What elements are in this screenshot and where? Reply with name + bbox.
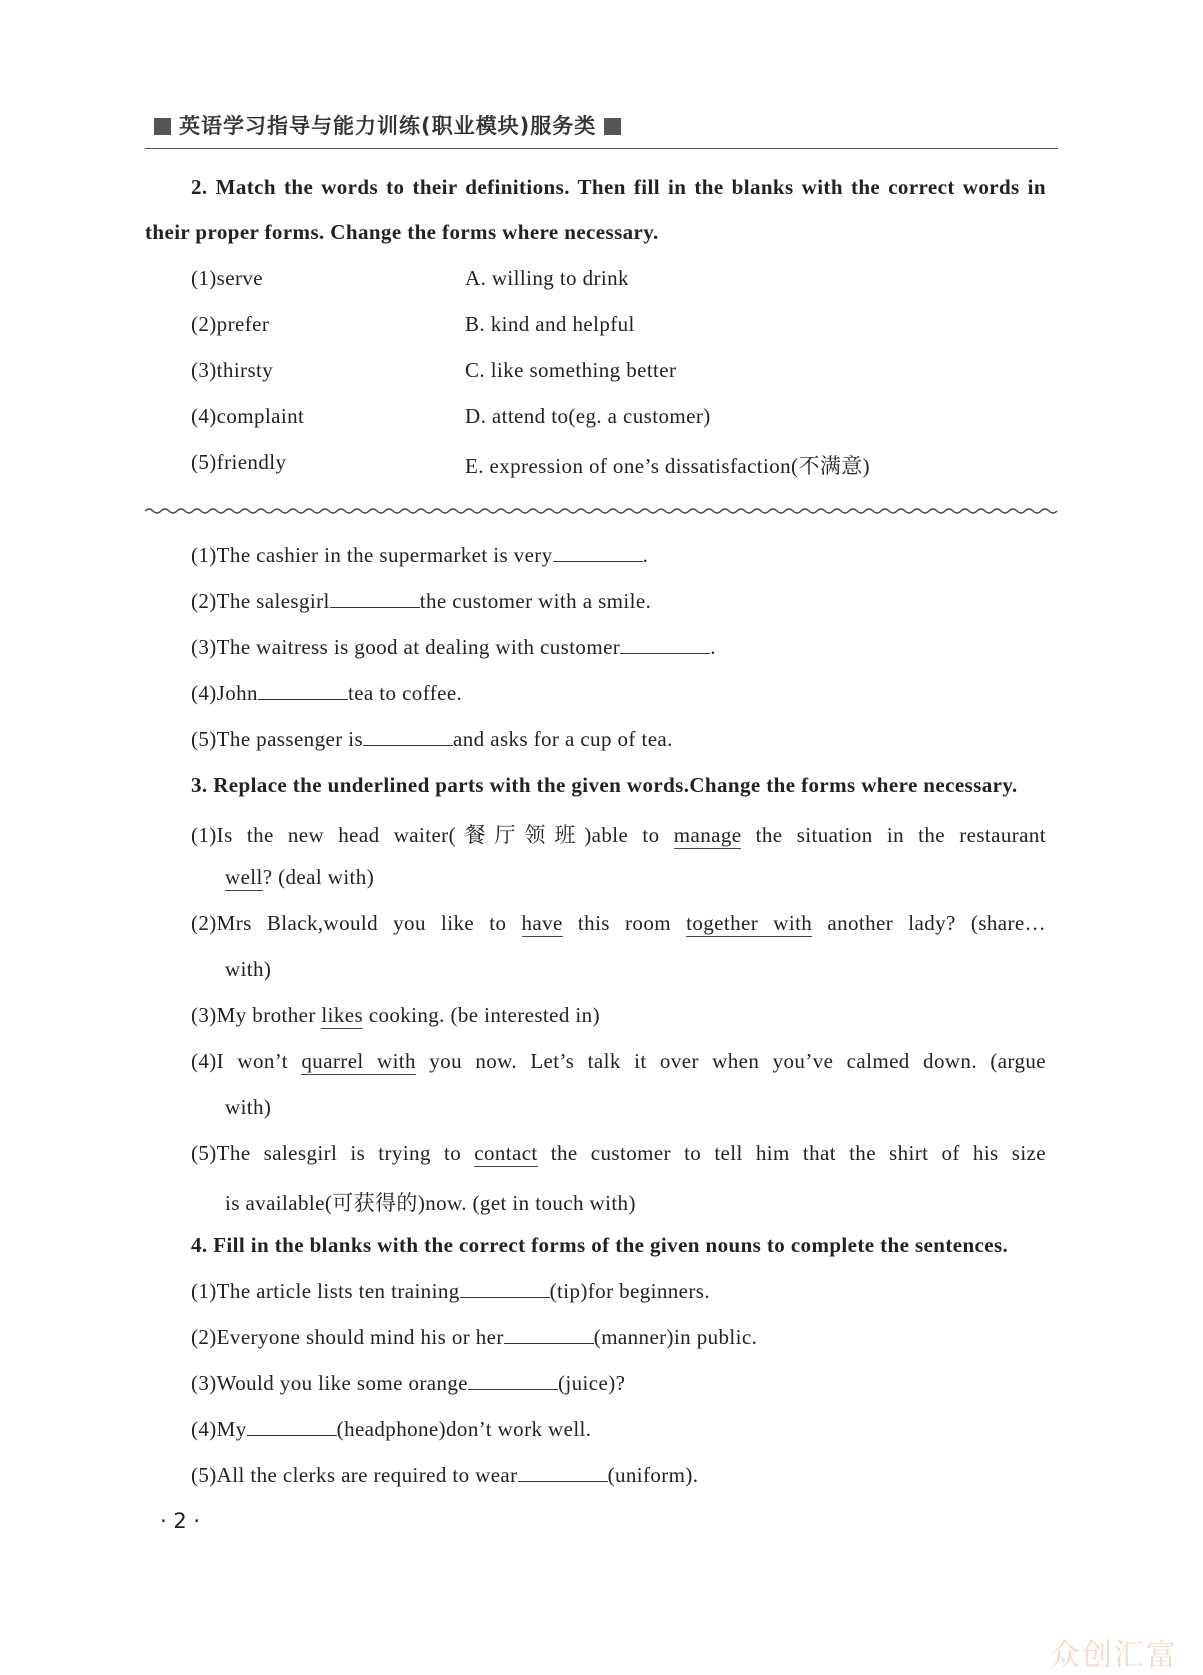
fill-sentence: (1)The cashier in the supermarket is very . — [191, 543, 649, 567]
match-definition: A. willing to drink — [465, 266, 629, 290]
section4-instruction: 4. Fill in the blanks with the correct forms of the given nouns to complete the sentences. — [191, 1233, 1009, 1257]
answer-blank[interactable] — [460, 1279, 550, 1298]
book-title: 英语学习指导与能力训练(职业模块)服务类 — [179, 114, 597, 138]
section3-instruction: 3. Replace the underlined parts with the given words.Change the forms where necessary. — [191, 773, 1018, 797]
replace-question-cont: with) — [225, 957, 272, 981]
match-definition: C. like something better — [465, 358, 677, 382]
replace-question: (3)My brother likes cooking. (be interested in) — [191, 1003, 600, 1027]
answer-blank[interactable] — [247, 1417, 337, 1436]
fill-sentence: (3)The waitress is good at dealing with customer . — [191, 635, 716, 659]
match-word: (3)thirsty — [191, 358, 274, 382]
replace-question: (1)Is the new head waiter(餐厅领班)able to manage the situation in the restaurant — [191, 823, 1046, 847]
fill-sentence: (4)John tea to coffee. — [191, 681, 463, 705]
wavy-divider — [145, 505, 1058, 517]
header-rule — [145, 148, 1058, 149]
replace-question-cont: well? (deal with) — [225, 865, 375, 889]
underlined-word: manage — [673, 823, 742, 847]
replace-question-cont: is available(可获得的)now. (get in touch with) — [225, 1191, 636, 1215]
replace-question: (2)Mrs Black,would you like to have this room together with another lady? (share… — [191, 911, 1046, 935]
underlined-word: quarrel with — [301, 1049, 416, 1073]
noun-question: (2)Everyone should mind his or her (manner)in public. — [191, 1325, 758, 1349]
noun-question: (4)My (headphone)don’t work well. — [191, 1417, 592, 1441]
square-bullet-icon — [154, 118, 171, 135]
underlined-word: well — [225, 865, 263, 889]
section2-instruction-cont: their proper forms. Change the forms where necessary. — [145, 220, 659, 244]
underlined-word: likes — [321, 1003, 364, 1027]
answer-blank[interactable] — [330, 589, 420, 608]
match-definition: B. kind and helpful — [465, 312, 635, 336]
match-word: (5)friendly — [191, 450, 287, 474]
running-header — [146, 110, 629, 140]
replace-question-cont: with) — [225, 1095, 272, 1119]
match-definition: D. attend to(eg. a customer) — [465, 404, 711, 428]
replace-question: (4)I won’t quarrel with you now. Let’s talk it over when you’ve calmed down. (argue — [191, 1049, 1046, 1073]
match-word: (2)prefer — [191, 312, 270, 336]
answer-blank[interactable] — [468, 1371, 558, 1390]
noun-question: (3)Would you like some orange (juice)? — [191, 1371, 626, 1395]
answer-blank[interactable] — [518, 1463, 608, 1482]
fill-sentence: (5)The passenger is and asks for a cup of tea. — [191, 727, 673, 751]
page-number: · 2 · — [160, 1509, 201, 1533]
answer-blank[interactable] — [258, 681, 348, 700]
match-word: (4)complaint — [191, 404, 305, 428]
match-definition: E. expression of one’s dissatisfaction(不满意) — [465, 454, 871, 478]
underlined-word: have — [521, 911, 563, 935]
noun-question: (5)All the clerks are required to wear (uniform). — [191, 1463, 699, 1487]
underlined-word: together with — [686, 911, 813, 935]
answer-blank[interactable] — [363, 727, 453, 746]
square-bullet-icon — [604, 118, 621, 135]
answer-blank[interactable] — [620, 635, 710, 654]
replace-question: (5)The salesgirl is trying to contact the customer to tell him that the shirt of his size — [191, 1141, 1046, 1165]
answer-blank[interactable] — [504, 1325, 594, 1344]
match-word: (1)serve — [191, 266, 263, 290]
fill-sentence: (2)The salesgirl the customer with a smile. — [191, 589, 652, 613]
noun-question: (1)The article lists ten training (tip)for beginners. — [191, 1279, 711, 1303]
answer-blank[interactable] — [553, 543, 643, 562]
watermark: 众创汇富 — [1050, 1638, 1178, 1673]
section2-instruction: 2. Match the words to their definitions. Then fill in the blanks with the correct words in — [191, 175, 1046, 199]
underlined-word: contact — [474, 1141, 538, 1165]
